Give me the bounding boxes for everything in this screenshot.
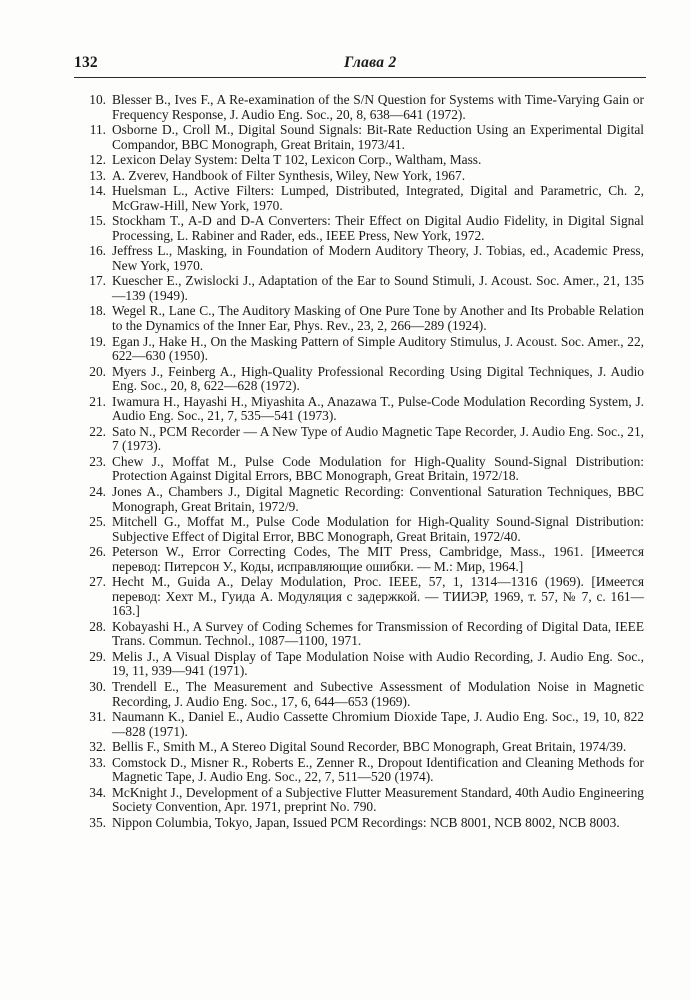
reference-number: 20. (89, 363, 106, 379)
reference-item (78, 184, 644, 213)
reference-number: 23. (89, 453, 106, 469)
reference-text: A. Zverev, Handbook of Filter Synthesis, Wiley, New York, 1967. (112, 167, 466, 183)
reference-text: McKnight J., Development of a Subjective Flutter Measurement Standard, 40th Audio Engineering Society Convention, Apr. 1971, preprint No. 790. (112, 784, 644, 815)
reference-number: 34. (89, 784, 106, 800)
reference-item (78, 620, 644, 649)
reference-item (78, 93, 644, 122)
reference-item (78, 545, 644, 574)
reference-number: 27. (89, 574, 106, 590)
reference-item (78, 816, 644, 831)
reference-text: Hecht M., Guida A., Delay Modulation, Proc. IEEE, 57, 1, 1314—1316 (1969). [Имеется перевод: Хехт М., Гуида А. Модуляция с задержкой. — ТИИЭР, 1969, т. 57, № 7, с. 161—163.] (112, 574, 644, 619)
reference-number: 12. (89, 152, 106, 168)
reference-text: Jeffress L., Masking, in Foundation of Modern Auditory Theory, J. Tobias, ed., Academic Press, New York, 1970. (112, 243, 644, 273)
reference-item (78, 650, 644, 679)
reference-text: Chew J., Moffat M., Pulse Code Modulation for High-Quality Sound-Signal Distribution: Protection Against Digital Errors, BBC Monograph, Great Britain, 1972/18. (112, 453, 644, 484)
reference-text: Mitchell G., Moffat M., Pulse Code Modulation for High-Quality Sound-Signal Distribution: Subjective Effect of Digital Error, BBC Monograph, Great Britain, 1972/40. (112, 513, 644, 544)
reference-item (78, 756, 644, 785)
reference-item (78, 335, 644, 364)
reference-number: 16. (89, 243, 106, 259)
reference-number: 24. (89, 483, 106, 499)
reference-item (78, 169, 644, 184)
reference-item (78, 123, 644, 152)
reference-item (78, 425, 644, 454)
reference-item (78, 153, 644, 168)
reference-text: Sato N., PCM Recorder — A New Type of Audio Magnetic Tape Recorder, J. Audio Eng. Soc., 21, 7 (1973). (112, 423, 644, 454)
reference-item (78, 304, 644, 333)
reference-number: 35. (89, 814, 106, 830)
reference-text: Comstock D., Misner R., Roberts E., Zenner R., Dropout Identification and Cleaning Methods for Magnetic Tape, J. Audio Eng. Soc., 22, 7, 511—520 (1974). (112, 754, 644, 785)
reference-text: Lexicon Delay System: Delta T 102, Lexicon Corp., Waltham, Mass. (112, 152, 482, 168)
page-number: 132 (74, 54, 98, 71)
reference-item (78, 740, 644, 755)
reference-item (78, 786, 644, 815)
reference-number: 28. (89, 618, 106, 634)
reference-text: Peterson W., Error Correcting Codes, The MIT Press, Cambridge, Mass., 1961. [Имеется перевод: Питерсон У., Коды, исправляющие ошибки. — М.: Мир, 1964.] (112, 544, 644, 574)
reference-number: 15. (89, 213, 106, 229)
reference-number: 19. (89, 333, 106, 349)
reference-number: 22. (89, 423, 106, 439)
reference-number: 26. (89, 544, 106, 560)
reference-text: Nippon Columbia, Tokyo, Japan, Issued PCM Recordings: NCB 8001, NCB 8002, NCB 8003. (112, 814, 620, 830)
reference-item (78, 214, 644, 243)
reference-number: 30. (89, 678, 106, 694)
reference-text: Melis J., A Visual Display of Tape Modulation Noise with Audio Recording, J. Audio Eng. Soc., 19, 11, 939—941 (1971). (112, 648, 644, 679)
reference-number: 18. (89, 303, 106, 319)
reference-number: 21. (89, 393, 106, 409)
reference-number: 14. (89, 183, 106, 199)
reference-text: Myers J., Feinberg A., High-Quality Professional Recording Using Digital Techniques, J. Audio Eng. Soc., 20, 8, 622—628 (1972). (112, 363, 644, 394)
reference-number: 11. (89, 122, 106, 138)
reference-number: 10. (89, 92, 106, 107)
reference-item (78, 575, 644, 619)
reference-item (78, 244, 644, 273)
reference-text: Iwamura H., Hayashi H., Miyashita A., Anazawa T., Pulse-Code Modulation Recording System, J. Audio Eng. Soc., 21, 7, 535—541 (1973). (112, 393, 644, 424)
reference-text: Egan J., Hake H., On the Masking Pattern of Simple Auditory Stimulus, J. Acoust. Soc. Amer., 22, 622—630 (1950). (112, 333, 644, 364)
reference-list (78, 93, 644, 831)
reference-number: 32. (89, 739, 106, 755)
reference-item (78, 710, 644, 739)
reference-text: Bellis F., Smith M., A Stereo Digital Sound Recorder, BBC Monograph, Great Britain, 1974/39. (112, 739, 627, 755)
reference-item (78, 455, 644, 484)
running-head: Глава 2 (344, 54, 397, 71)
reference-item (78, 395, 644, 424)
reference-number: 31. (89, 709, 106, 725)
reference-text: Kuescher E., Zwislocki J., Adaptation of the Ear to Sound Stimuli, J. Acoust. Soc. Amer., 21, 135—139 (1949). (112, 273, 644, 303)
reference-item (78, 680, 644, 709)
reference-text: Trendell E., The Measurement and Subective Assessment of Modulation Noise in Magnetic Recording, J. Audio Eng. Soc., 17, 6, 644—653 (1969). (112, 678, 644, 709)
reference-text: Wegel R., Lane C., The Auditory Masking of One Pure Tone by Another and Its Probable Relation to the Dynamics of the Inner Ear, Phys. Rev., 23, 2, 266—289 (1924). (112, 303, 644, 334)
reference-text: Naumann K., Daniel E., Audio Cassette Chromium Dioxide Tape, J. Audio Eng. Soc., 19, 10, 822—828 (1971). (112, 709, 644, 739)
header-rule (74, 77, 646, 78)
reference-item (78, 485, 644, 514)
reference-number: 13. (89, 167, 106, 183)
reference-text: Blesser B., Ives F., A Re-examination of the S/N Question for Systems with Time-Varying Gain or Frequency Response, J. Audio Eng. Soc., 20, 8, 638—641 (1972). (112, 92, 644, 122)
reference-text: Stockham T., A-D and D-A Converters: Their Effect on Digital Audio Fidelity, in Digital Signal Processing, L. Rabiner and Rader, eds., IEEE Press, New York, 1972. (112, 213, 644, 243)
reference-number: 25. (89, 513, 106, 529)
reference-item (78, 274, 644, 303)
reference-item (78, 515, 644, 544)
reference-text: Jones A., Chambers J., Digital Magnetic Recording: Conventional Saturation Techniques, BBC Monograph, Great Britain, 1972/9. (112, 483, 644, 514)
reference-number: 33. (89, 754, 106, 770)
reference-number: 29. (89, 648, 106, 664)
reference-text: Kobayashi H., A Survey of Coding Schemes for Transmission of Recording of Digital Data, IEEE Trans. Commun. Technol., 1087—1100, 1971. (112, 618, 644, 649)
page-header (74, 54, 646, 74)
reference-text: Huelsman L., Active Filters: Lumped, Distributed, Integrated, Digital and Parametric, Ch. 2, McGraw-Hill, New York, 1970. (112, 183, 644, 213)
reference-item (78, 365, 644, 394)
reference-number: 17. (89, 273, 106, 289)
reference-text: Osborne D., Croll M., Digital Sound Signals: Bit-Rate Reduction Using an Experimental Digital Compandor, BBC Monograph, Great Britain, 1973/41. (112, 122, 644, 152)
